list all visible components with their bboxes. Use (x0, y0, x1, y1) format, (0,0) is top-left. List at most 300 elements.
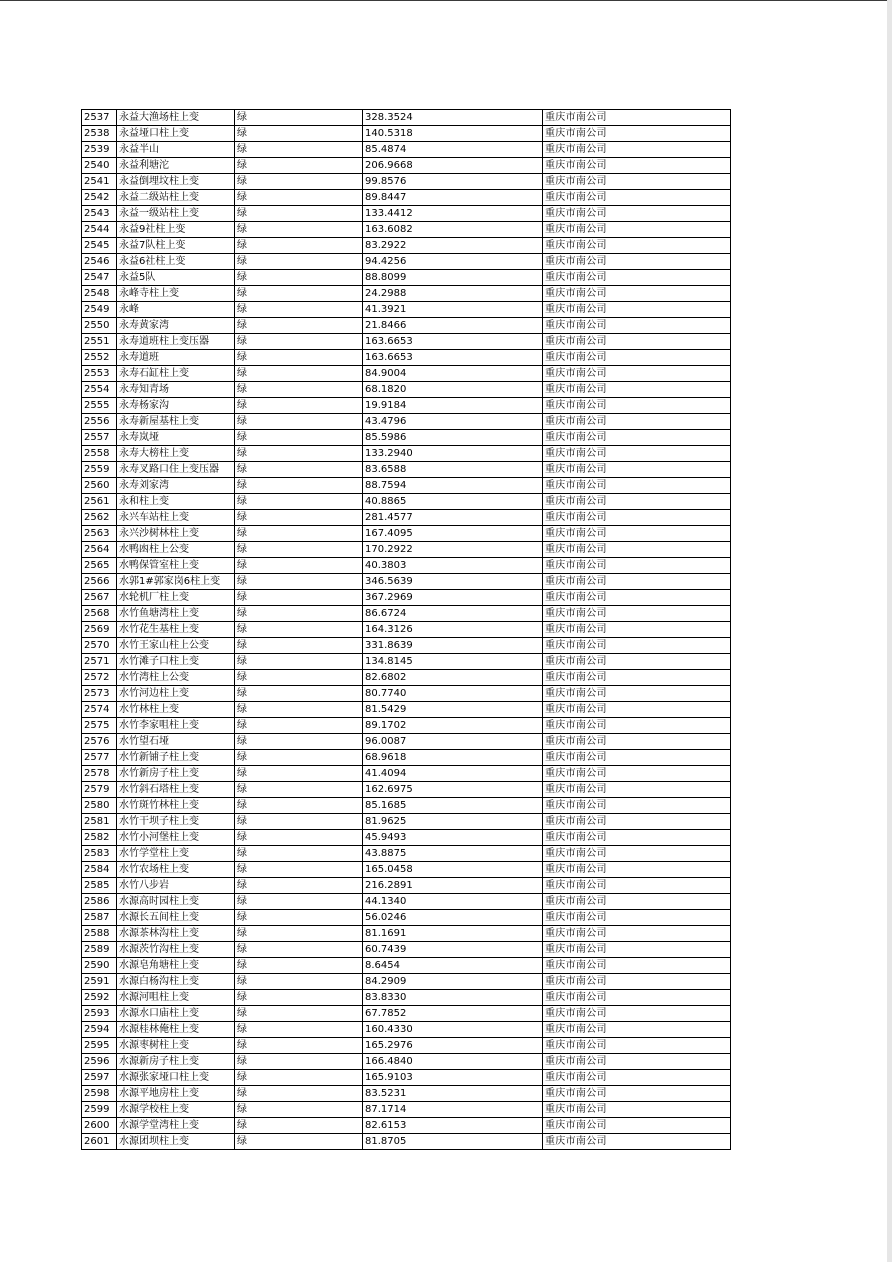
company-cell: 重庆市南公司 (543, 638, 731, 654)
row-id-cell: 2594 (82, 1022, 117, 1038)
transformer-name-cell: 永益二级站柱上变 (117, 190, 235, 206)
table-row (82, 782, 731, 798)
status-color-cell: 绿 (235, 766, 363, 782)
row-id-cell: 2598 (82, 1086, 117, 1102)
value-cell: 56.0246 (363, 910, 543, 926)
transformer-name-cell: 水竹新铺子柱上变 (117, 750, 235, 766)
company-cell: 重庆市南公司 (543, 238, 731, 254)
table-row (82, 718, 731, 734)
value-cell: 44.1340 (363, 894, 543, 910)
table-row (82, 158, 731, 174)
table-row (82, 542, 731, 558)
company-cell: 重庆市南公司 (543, 414, 731, 430)
table-row (82, 1134, 731, 1150)
company-cell: 重庆市南公司 (543, 686, 731, 702)
transformer-name-cell: 水源团坝柱上变 (117, 1134, 235, 1150)
transformer-name-cell: 水竹小河堡柱上变 (117, 830, 235, 846)
row-id-cell: 2538 (82, 126, 117, 142)
status-color-cell: 绿 (235, 782, 363, 798)
transformer-name-cell: 永寿岚垭 (117, 430, 235, 446)
company-cell: 重庆市南公司 (543, 510, 731, 526)
transformer-name-cell: 水源桂林俺柱上变 (117, 1022, 235, 1038)
status-color-cell: 绿 (235, 206, 363, 222)
row-id-cell: 2544 (82, 222, 117, 238)
table-row (82, 350, 731, 366)
transformer-name-cell: 水竹农场柱上变 (117, 862, 235, 878)
company-cell: 重庆市南公司 (543, 734, 731, 750)
table-row (82, 1086, 731, 1102)
row-id-cell: 2564 (82, 542, 117, 558)
row-id-cell: 2582 (82, 830, 117, 846)
value-cell: 40.3803 (363, 558, 543, 574)
value-cell: 134.8145 (363, 654, 543, 670)
row-id-cell: 2595 (82, 1038, 117, 1054)
status-color-cell: 绿 (235, 270, 363, 286)
value-cell: 170.2922 (363, 542, 543, 558)
status-color-cell: 绿 (235, 1102, 363, 1118)
status-color-cell: 绿 (235, 702, 363, 718)
company-cell: 重庆市南公司 (543, 1038, 731, 1054)
row-id-cell: 2567 (82, 590, 117, 606)
company-cell: 重庆市南公司 (543, 1118, 731, 1134)
status-color-cell: 绿 (235, 1086, 363, 1102)
status-color-cell: 绿 (235, 542, 363, 558)
value-cell: 85.1685 (363, 798, 543, 814)
row-id-cell: 2537 (82, 110, 117, 126)
value-cell: 166.4840 (363, 1054, 543, 1070)
status-color-cell: 绿 (235, 846, 363, 862)
transformer-name-cell: 水轮机厂柱上变 (117, 590, 235, 606)
row-id-cell: 2549 (82, 302, 117, 318)
table-row (82, 110, 731, 126)
status-color-cell: 绿 (235, 894, 363, 910)
value-cell: 89.8447 (363, 190, 543, 206)
row-id-cell: 2555 (82, 398, 117, 414)
status-color-cell: 绿 (235, 638, 363, 654)
table-row (82, 334, 731, 350)
row-id-cell: 2572 (82, 670, 117, 686)
row-id-cell: 2589 (82, 942, 117, 958)
value-cell: 281.4577 (363, 510, 543, 526)
row-id-cell: 2585 (82, 878, 117, 894)
company-cell: 重庆市南公司 (543, 750, 731, 766)
table-row (82, 494, 731, 510)
row-id-cell: 2565 (82, 558, 117, 574)
transformer-name-cell: 水源张家垭口柱上变 (117, 1070, 235, 1086)
row-id-cell: 2590 (82, 958, 117, 974)
company-cell: 重庆市南公司 (543, 446, 731, 462)
table-row (82, 446, 731, 462)
row-id-cell: 2554 (82, 382, 117, 398)
company-cell: 重庆市南公司 (543, 1070, 731, 1086)
row-id-cell: 2584 (82, 862, 117, 878)
table-body (82, 110, 731, 1150)
value-cell: 24.2988 (363, 286, 543, 302)
company-cell: 重庆市南公司 (543, 430, 731, 446)
value-cell: 84.2909 (363, 974, 543, 990)
status-color-cell: 绿 (235, 142, 363, 158)
table-row (82, 174, 731, 190)
transformer-name-cell: 水源学校柱上变 (117, 1102, 235, 1118)
value-cell: 80.7740 (363, 686, 543, 702)
transformer-name-cell: 永峰 (117, 302, 235, 318)
table-row (82, 990, 731, 1006)
transformer-name-cell: 永峰寺柱上变 (117, 286, 235, 302)
value-cell: 81.5429 (363, 702, 543, 718)
company-cell: 重庆市南公司 (543, 366, 731, 382)
status-color-cell: 绿 (235, 1038, 363, 1054)
transformer-name-cell: 水源水口庙柱上变 (117, 1006, 235, 1022)
row-id-cell: 2578 (82, 766, 117, 782)
company-cell: 重庆市南公司 (543, 270, 731, 286)
value-cell: 81.1691 (363, 926, 543, 942)
status-color-cell: 绿 (235, 686, 363, 702)
transformer-name-cell: 永益半山 (117, 142, 235, 158)
row-id-cell: 2547 (82, 270, 117, 286)
value-cell: 85.5986 (363, 430, 543, 446)
value-cell: 87.1714 (363, 1102, 543, 1118)
value-cell: 67.7852 (363, 1006, 543, 1022)
table-row (82, 302, 731, 318)
value-cell: 96.0087 (363, 734, 543, 750)
table-row (82, 942, 731, 958)
transformer-name-cell: 永寿石缸柱上变 (117, 366, 235, 382)
transformer-name-cell: 永益7队柱上变 (117, 238, 235, 254)
status-color-cell: 绿 (235, 1006, 363, 1022)
company-cell: 重庆市南公司 (543, 558, 731, 574)
value-cell: 82.6153 (363, 1118, 543, 1134)
row-id-cell: 2576 (82, 734, 117, 750)
status-color-cell: 绿 (235, 174, 363, 190)
row-id-cell: 2540 (82, 158, 117, 174)
company-cell: 重庆市南公司 (543, 190, 731, 206)
status-color-cell: 绿 (235, 350, 363, 366)
company-cell: 重庆市南公司 (543, 846, 731, 862)
company-cell: 重庆市南公司 (543, 718, 731, 734)
row-id-cell: 2601 (82, 1134, 117, 1150)
transformer-name-cell: 永益利塘沱 (117, 158, 235, 174)
company-cell: 重庆市南公司 (543, 174, 731, 190)
transformer-name-cell: 水竹河边柱上变 (117, 686, 235, 702)
status-color-cell: 绿 (235, 1054, 363, 1070)
page-right-edge (887, 0, 892, 1262)
row-id-cell: 2561 (82, 494, 117, 510)
company-cell: 重庆市南公司 (543, 302, 731, 318)
transformer-table (81, 109, 731, 1150)
table-row (82, 286, 731, 302)
page-top-border (0, 0, 892, 1)
table-row (82, 1102, 731, 1118)
table-row (82, 254, 731, 270)
value-cell: 83.2922 (363, 238, 543, 254)
company-cell: 重庆市南公司 (543, 654, 731, 670)
value-cell: 82.6802 (363, 670, 543, 686)
table-row (82, 190, 731, 206)
status-color-cell: 绿 (235, 654, 363, 670)
status-color-cell: 绿 (235, 590, 363, 606)
transformer-name-cell: 永寿大榜柱上变 (117, 446, 235, 462)
company-cell: 重庆市南公司 (543, 478, 731, 494)
transformer-name-cell: 永寿叉路口住上变压器 (117, 462, 235, 478)
company-cell: 重庆市南公司 (543, 1086, 731, 1102)
table-row (82, 238, 731, 254)
value-cell: 162.6975 (363, 782, 543, 798)
value-cell: 41.3921 (363, 302, 543, 318)
status-color-cell: 绿 (235, 878, 363, 894)
transformer-name-cell: 永益6社柱上变 (117, 254, 235, 270)
transformer-name-cell: 永益倒埋坟柱上变 (117, 174, 235, 190)
row-id-cell: 2571 (82, 654, 117, 670)
status-color-cell: 绿 (235, 1134, 363, 1150)
table-row (82, 830, 731, 846)
transformer-name-cell: 水竹八步岩 (117, 878, 235, 894)
row-id-cell: 2577 (82, 750, 117, 766)
company-cell: 重庆市南公司 (543, 926, 731, 942)
company-cell: 重庆市南公司 (543, 542, 731, 558)
status-color-cell: 绿 (235, 990, 363, 1006)
value-cell: 19.9184 (363, 398, 543, 414)
status-color-cell: 绿 (235, 254, 363, 270)
table-row (82, 814, 731, 830)
value-cell: 83.8330 (363, 990, 543, 1006)
company-cell: 重庆市南公司 (543, 494, 731, 510)
value-cell: 8.6454 (363, 958, 543, 974)
table-row (82, 1038, 731, 1054)
table-row (82, 398, 731, 414)
transformer-name-cell: 水竹望石垭 (117, 734, 235, 750)
value-cell: 81.9625 (363, 814, 543, 830)
status-color-cell: 绿 (235, 286, 363, 302)
table-row (82, 862, 731, 878)
table-row (82, 686, 731, 702)
transformer-name-cell: 永寿新屋基柱上变 (117, 414, 235, 430)
value-cell: 167.4095 (363, 526, 543, 542)
table-row (82, 430, 731, 446)
status-color-cell: 绿 (235, 382, 363, 398)
value-cell: 88.7594 (363, 478, 543, 494)
value-cell: 163.6082 (363, 222, 543, 238)
company-cell: 重庆市南公司 (543, 782, 731, 798)
transformer-name-cell: 水竹湾柱上公变 (117, 670, 235, 686)
transformer-name-cell: 水竹花生基柱上变 (117, 622, 235, 638)
value-cell: 346.5639 (363, 574, 543, 590)
status-color-cell: 绿 (235, 798, 363, 814)
row-id-cell: 2539 (82, 142, 117, 158)
row-id-cell: 2575 (82, 718, 117, 734)
transformer-name-cell: 水源茶林沟柱上变 (117, 926, 235, 942)
table-row (82, 846, 731, 862)
transformer-name-cell: 永寿道班柱上变压器 (117, 334, 235, 350)
table-row (82, 1022, 731, 1038)
company-cell: 重庆市南公司 (543, 254, 731, 270)
transformer-name-cell: 水鸭保管室柱上变 (117, 558, 235, 574)
status-color-cell: 绿 (235, 718, 363, 734)
row-id-cell: 2596 (82, 1054, 117, 1070)
status-color-cell: 绿 (235, 126, 363, 142)
company-cell: 重庆市南公司 (543, 206, 731, 222)
company-cell: 重庆市南公司 (543, 318, 731, 334)
value-cell: 84.9004 (363, 366, 543, 382)
value-cell: 367.2969 (363, 590, 543, 606)
company-cell: 重庆市南公司 (543, 910, 731, 926)
value-cell: 89.1702 (363, 718, 543, 734)
table-row (82, 126, 731, 142)
status-color-cell: 绿 (235, 862, 363, 878)
table-row (82, 622, 731, 638)
table-row (82, 318, 731, 334)
row-id-cell: 2573 (82, 686, 117, 702)
status-color-cell: 绿 (235, 366, 363, 382)
row-id-cell: 2551 (82, 334, 117, 350)
status-color-cell: 绿 (235, 670, 363, 686)
table-row (82, 1070, 731, 1086)
transformer-name-cell: 永兴沙树林柱上变 (117, 526, 235, 542)
status-color-cell: 绿 (235, 926, 363, 942)
value-cell: 216.2891 (363, 878, 543, 894)
row-id-cell: 2552 (82, 350, 117, 366)
value-cell: 68.1820 (363, 382, 543, 398)
value-cell: 160.4330 (363, 1022, 543, 1038)
company-cell: 重庆市南公司 (543, 670, 731, 686)
row-id-cell: 2581 (82, 814, 117, 830)
row-id-cell: 2557 (82, 430, 117, 446)
value-cell: 88.8099 (363, 270, 543, 286)
row-id-cell: 2548 (82, 286, 117, 302)
status-color-cell: 绿 (235, 430, 363, 446)
transformer-name-cell: 水源平地房柱上变 (117, 1086, 235, 1102)
company-cell: 重庆市南公司 (543, 606, 731, 622)
status-color-cell: 绿 (235, 1022, 363, 1038)
row-id-cell: 2563 (82, 526, 117, 542)
status-color-cell: 绿 (235, 414, 363, 430)
company-cell: 重庆市南公司 (543, 142, 731, 158)
transformer-name-cell: 永益一级站柱上变 (117, 206, 235, 222)
value-cell: 81.8705 (363, 1134, 543, 1150)
company-cell: 重庆市南公司 (543, 286, 731, 302)
status-color-cell: 绿 (235, 334, 363, 350)
transformer-name-cell: 水竹李家咀柱上变 (117, 718, 235, 734)
row-id-cell: 2593 (82, 1006, 117, 1022)
value-cell: 328.3524 (363, 110, 543, 126)
value-cell: 60.7439 (363, 942, 543, 958)
table-row (82, 670, 731, 686)
table-row (82, 478, 731, 494)
status-color-cell: 绿 (235, 190, 363, 206)
transformer-name-cell: 水竹斑竹林柱上变 (117, 798, 235, 814)
company-cell: 重庆市南公司 (543, 222, 731, 238)
company-cell: 重庆市南公司 (543, 126, 731, 142)
value-cell: 21.8466 (363, 318, 543, 334)
status-color-cell: 绿 (235, 974, 363, 990)
value-cell: 140.5318 (363, 126, 543, 142)
table-row (82, 574, 731, 590)
company-cell: 重庆市南公司 (543, 942, 731, 958)
row-id-cell: 2546 (82, 254, 117, 270)
company-cell: 重庆市南公司 (543, 398, 731, 414)
transformer-name-cell: 永益垭口柱上变 (117, 126, 235, 142)
transformer-name-cell: 永寿知青场 (117, 382, 235, 398)
row-id-cell: 2597 (82, 1070, 117, 1086)
transformer-name-cell: 水源学堂湾柱上变 (117, 1118, 235, 1134)
status-color-cell: 绿 (235, 958, 363, 974)
company-cell: 重庆市南公司 (543, 830, 731, 846)
table-row (82, 462, 731, 478)
row-id-cell: 2579 (82, 782, 117, 798)
company-cell: 重庆市南公司 (543, 1006, 731, 1022)
company-cell: 重庆市南公司 (543, 158, 731, 174)
row-id-cell: 2586 (82, 894, 117, 910)
status-color-cell: 绿 (235, 222, 363, 238)
row-id-cell: 2599 (82, 1102, 117, 1118)
company-cell: 重庆市南公司 (543, 798, 731, 814)
transformer-name-cell: 永寿杨家沟 (117, 398, 235, 414)
table-row (82, 910, 731, 926)
company-cell: 重庆市南公司 (543, 622, 731, 638)
transformer-name-cell: 水源高时园柱上变 (117, 894, 235, 910)
row-id-cell: 2591 (82, 974, 117, 990)
status-color-cell: 绿 (235, 734, 363, 750)
row-id-cell: 2592 (82, 990, 117, 1006)
company-cell: 重庆市南公司 (543, 878, 731, 894)
status-color-cell: 绿 (235, 302, 363, 318)
value-cell: 206.9668 (363, 158, 543, 174)
status-color-cell: 绿 (235, 574, 363, 590)
company-cell: 重庆市南公司 (543, 958, 731, 974)
row-id-cell: 2574 (82, 702, 117, 718)
value-cell: 99.8576 (363, 174, 543, 190)
row-id-cell: 2600 (82, 1118, 117, 1134)
status-color-cell: 绿 (235, 510, 363, 526)
transformer-name-cell: 水源白杨沟柱上变 (117, 974, 235, 990)
status-color-cell: 绿 (235, 158, 363, 174)
row-id-cell: 2550 (82, 318, 117, 334)
row-id-cell: 2545 (82, 238, 117, 254)
table-row (82, 206, 731, 222)
status-color-cell: 绿 (235, 526, 363, 542)
company-cell: 重庆市南公司 (543, 462, 731, 478)
transformer-name-cell: 水竹鱼塘湾柱上变 (117, 606, 235, 622)
transformer-name-cell: 水竹干坝子柱上变 (117, 814, 235, 830)
value-cell: 165.2976 (363, 1038, 543, 1054)
company-cell: 重庆市南公司 (543, 702, 731, 718)
company-cell: 重庆市南公司 (543, 814, 731, 830)
transformer-name-cell: 永寿刘家湾 (117, 478, 235, 494)
row-id-cell: 2587 (82, 910, 117, 926)
value-cell: 41.4094 (363, 766, 543, 782)
transformer-name-cell: 水竹林柱上变 (117, 702, 235, 718)
row-id-cell: 2558 (82, 446, 117, 462)
value-cell: 43.4796 (363, 414, 543, 430)
company-cell: 重庆市南公司 (543, 974, 731, 990)
company-cell: 重庆市南公司 (543, 526, 731, 542)
company-cell: 重庆市南公司 (543, 590, 731, 606)
transformer-name-cell: 水竹王家山柱上公变 (117, 638, 235, 654)
value-cell: 43.8875 (363, 846, 543, 862)
status-color-cell: 绿 (235, 318, 363, 334)
table-row (82, 638, 731, 654)
table-row (82, 526, 731, 542)
transformer-name-cell: 永益9社柱上变 (117, 222, 235, 238)
value-cell: 45.9493 (363, 830, 543, 846)
value-cell: 94.4256 (363, 254, 543, 270)
table-row (82, 654, 731, 670)
value-cell: 165.0458 (363, 862, 543, 878)
value-cell: 163.6653 (363, 334, 543, 350)
table-row (82, 750, 731, 766)
value-cell: 86.6724 (363, 606, 543, 622)
value-cell: 165.9103 (363, 1070, 543, 1086)
table-row (82, 1118, 731, 1134)
